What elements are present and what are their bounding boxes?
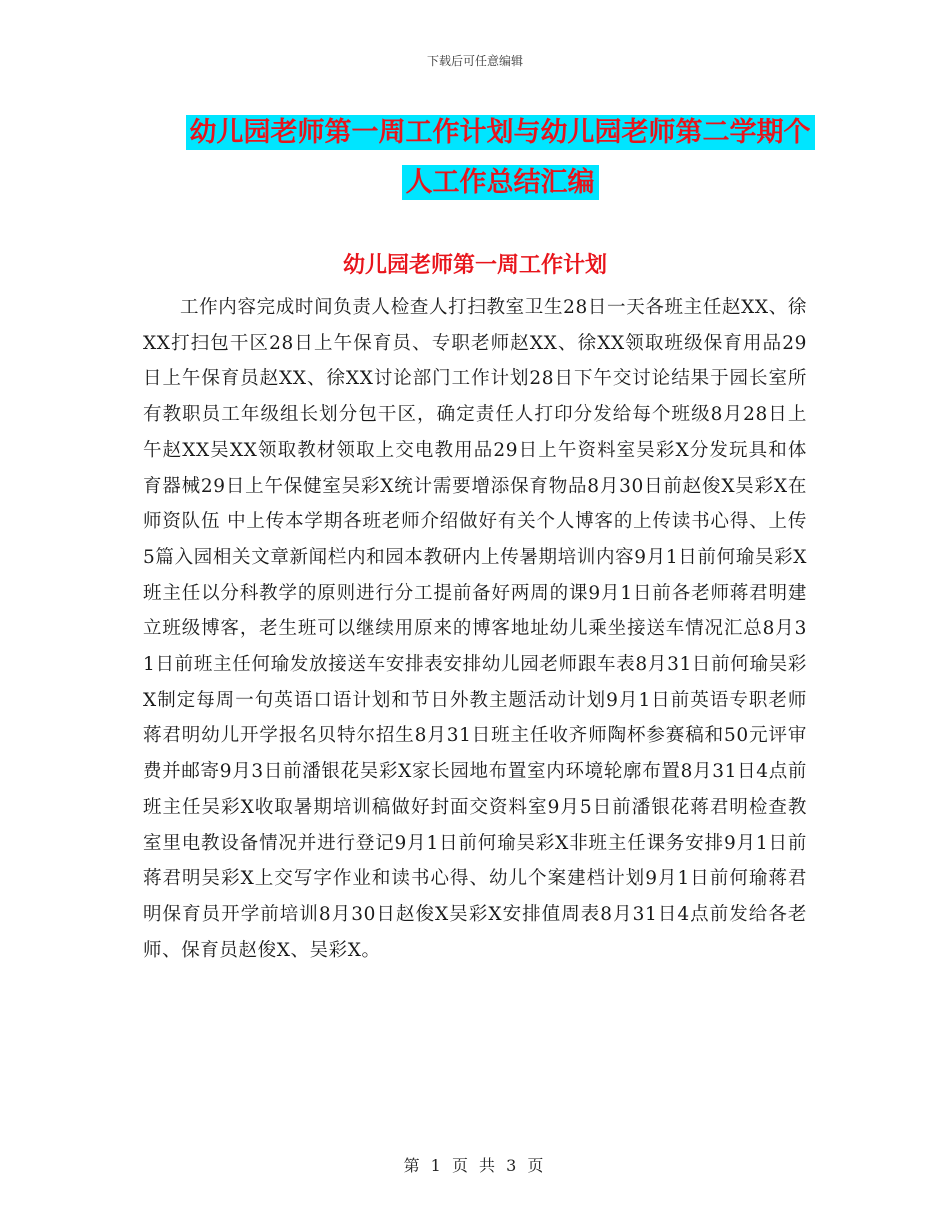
document-title-line-2: 人工作总结汇编: [402, 165, 599, 200]
page-number: 第 1 页 共 3 页: [403, 1156, 547, 1175]
document-title: [160, 108, 840, 208]
section-title: 幼儿园老师第一周工作计划: [342, 253, 607, 278]
page-header-note: 下载后可任意编辑: [426, 54, 523, 68]
body-paragraph: 工作内容完成时间负责人检查人打扫教室卫生28日一天各班主任赵XX、徐XX打扫包干区28日上午保育员、专职老师赵XX、徐XX领取班级保育用品29日上午保育员赵XX、徐XX讨论部门工作计划28日下午交讨论结果于园长室所有教职员工年级组长划分包干区，确定责任人打印分发给每个班级8月28日上午赵XX吴XX领取教材领取上交电教用品29日上午资料室吴彩X分发玩具和体育器械29日上午保健室吴彩X统计需要增添保育物品8月30日前赵俊X吴彩X在 师资队伍 中上传本学期各班老师介绍做好有关个人博客的上传读书心得、上传5篇入园相关文章新闻栏内和园本教研内上传暑期培训内容9月1日前何瑜吴彩X班主任以分科教学的原则进行分工提前备好两周的课9月1日前各老师蒋君明建立班级博客，老生班可以继续用原来的博客地址幼儿乘坐接送车情况汇总8月31日前班主任何瑜发放接送车安排表安排幼儿园老师跟车表8月31日前何瑜吴彩X制定每周一句英语口语计划和节日外教主题活动计划9月1日前英语专职老师蒋君明幼儿开学报名贝特尔招生8月31日班主任收齐师陶杯参赛稿和50元评审费并邮寄9月3日前潘银花吴彩X家长园地布置室内环境轮廓布置8月31日4点前班主任吴彩X收取暑期培训稿做好封面交资料室9月5日前潘银花蒋君明检查教室里电教设备情况并进行登记9月1日前何瑜吴彩X非班主任课务安排9月1日前蒋君明吴彩X上交写字作业和读书心得、幼儿个案建档计划9月1日前何瑜蒋君明保育员开学前培训8月30日赵俊X吴彩X安排值周表8月31日4点前发给各老师、保育员赵俊X、吴彩X。: [143, 297, 807, 961]
document-title-line-1: 幼儿园老师第一周工作计划与幼儿园老师第二学期个: [186, 115, 815, 150]
